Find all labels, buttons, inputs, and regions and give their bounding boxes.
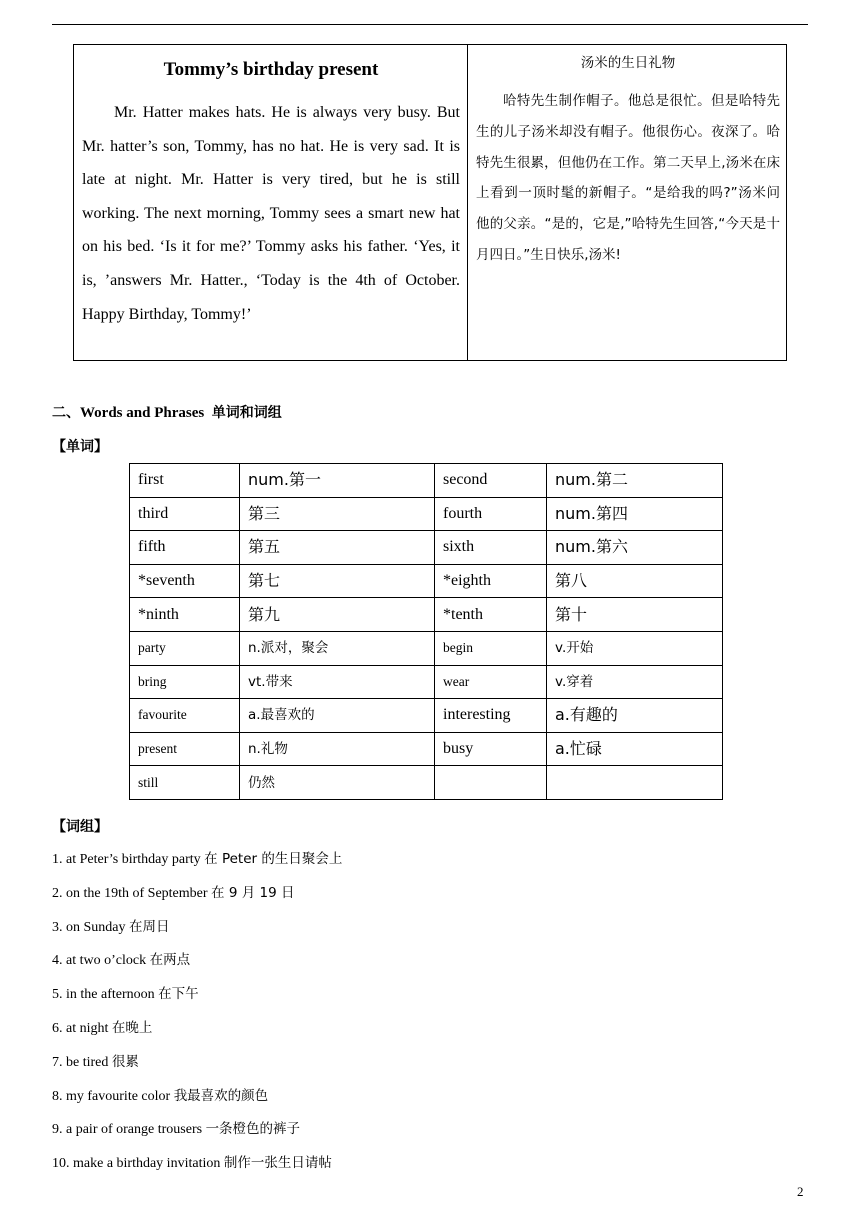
phrase-zh: 在周日 <box>129 918 170 935</box>
phrase-zh: 我最喜欢的颜色 <box>173 1087 269 1104</box>
phrase-en: 10. make a birthday invitation <box>52 1156 221 1172</box>
phrase-zh: 在下午 <box>158 986 199 1003</box>
list-item <box>52 1119 342 1153</box>
phrase-en: 4. at two o’clock <box>52 953 147 969</box>
phrase-en: 9. a pair of orange trousers <box>52 1122 203 1138</box>
meaning-cell: 第三 <box>240 497 435 531</box>
list-item <box>52 950 342 984</box>
story-table <box>73 44 787 361</box>
word-cell: still <box>130 766 240 800</box>
phrase-zh: 在 9 月 19 日 <box>211 884 295 901</box>
phrase-zh: 很累 <box>111 1053 139 1070</box>
list-item <box>52 984 342 1018</box>
english-story-body: Mr. Hatter makes hats. He is always very busy. But Mr. hatter’s son, Tommy, has no hat. He is very sad. It is late at night. Mr. Hatter is very tired, but he is still working. The next morning, Tommy sees a smart new hat on his bed. ‘Is it for me?’ Tommy asks his father. ‘Yes, it is, ’answers Mr. Hatter., ‘Today is the 4th of October. Happy Birthday, Tommy!’ <box>82 104 460 323</box>
chinese-story-cell <box>468 45 787 361</box>
table-row <box>130 699 723 733</box>
word-cell: *tenth <box>435 598 547 632</box>
meaning-cell: 第五 <box>240 531 435 565</box>
word-cell: busy <box>435 732 547 766</box>
meaning-cell: a.忙碌 <box>547 732 723 766</box>
phrase-en: 7. be tired <box>52 1054 109 1070</box>
word-cell: fourth <box>435 497 547 531</box>
section-title-en: Words and Phrases <box>80 405 205 421</box>
phrase-zh: 制作一张生日请帖 <box>223 1155 332 1172</box>
section-heading <box>52 402 282 424</box>
meaning-cell: v.开始 <box>547 631 723 665</box>
phrase-en: 8. my favourite color <box>52 1088 171 1104</box>
section-number: 二、 <box>52 405 80 421</box>
word-cell: *ninth <box>130 598 240 632</box>
phrase-en: 6. at night <box>52 1020 109 1036</box>
meaning-cell: 第九 <box>240 598 435 632</box>
meaning-cell: n.派对，聚会 <box>240 631 435 665</box>
table-row <box>130 497 723 531</box>
word-cell: first <box>130 464 240 498</box>
meaning-cell: a.最喜欢的 <box>240 699 435 733</box>
word-cell: interesting <box>435 699 547 733</box>
header-rule <box>52 24 808 25</box>
word-cell: begin <box>435 631 547 665</box>
table-row <box>130 531 723 565</box>
meaning-cell: 第八 <box>547 564 723 598</box>
chinese-story-title: 汤米的生日礼物 <box>580 55 676 71</box>
meaning-cell: num.第四 <box>547 497 723 531</box>
phrases-list <box>52 849 342 1187</box>
table-row <box>130 732 723 766</box>
page-number: 2 <box>797 1184 804 1199</box>
phrase-zh: 在晚上 <box>111 1019 153 1036</box>
word-cell: third <box>130 497 240 531</box>
table-row <box>130 464 723 498</box>
meaning-cell: 第十 <box>547 598 723 632</box>
meaning-cell: num.第二 <box>547 464 723 498</box>
meaning-cell: num.第一 <box>240 464 435 498</box>
phrase-zh: 在两点 <box>149 952 191 969</box>
words-heading: 【单词】 <box>52 439 108 455</box>
meaning-cell: n.礼物 <box>240 732 435 766</box>
table-row <box>130 598 723 632</box>
phrase-zh: 一条橙色的裤子 <box>205 1121 301 1138</box>
list-item <box>52 883 342 917</box>
list-item <box>52 917 342 951</box>
list-item <box>52 1052 342 1086</box>
table-row <box>130 564 723 598</box>
table-row <box>130 766 723 800</box>
meaning-cell: 仍然 <box>240 766 435 800</box>
word-cell: party <box>130 631 240 665</box>
list-item <box>52 1018 342 1052</box>
meaning-cell: v.穿着 <box>547 665 723 699</box>
phrases-heading: 【词组】 <box>52 819 108 835</box>
meaning-cell: a.有趣的 <box>547 699 723 733</box>
english-story-cell <box>74 45 468 361</box>
word-cell: fifth <box>130 531 240 565</box>
table-row <box>130 665 723 699</box>
meaning-cell: 第七 <box>240 564 435 598</box>
word-cell: sixth <box>435 531 547 565</box>
phrase-en: 3. on Sunday <box>52 919 126 935</box>
word-cell: wear <box>435 665 547 699</box>
phrase-en: 5. in the afternoon <box>52 987 155 1003</box>
empty-cell <box>435 766 547 800</box>
meaning-cell: num.第六 <box>547 531 723 565</box>
word-cell: *eighth <box>435 564 547 598</box>
phrase-zh: 在 Peter 的生日聚会上 <box>204 851 343 867</box>
word-cell: bring <box>130 665 240 699</box>
english-story-title: Tommy’s birthday present <box>163 59 379 80</box>
list-item <box>52 1153 342 1187</box>
word-cell: *seventh <box>130 564 240 598</box>
list-item <box>52 1086 342 1120</box>
phrase-en: 2. on the 19th of September <box>52 885 208 901</box>
section-title-zh: 单词和词组 <box>211 405 282 421</box>
table-row <box>130 631 723 665</box>
word-cell: present <box>130 732 240 766</box>
chinese-story-body: 哈特先生制作帽子。他总是很忙。但是哈特先生的儿子汤米却没有帽子。他很伤心。夜深了。哈特先生很累，但他仍在工作。第二天早上,汤米在床上看到一顶时髦的新帽子。“是给我的吗?”汤米问他的父亲。“是的，它是,”哈特先生回答,“今天是十月四日。”生日快乐,汤米! <box>476 93 780 263</box>
empty-cell <box>547 766 723 800</box>
phrase-en: 1. at Peter’s birthday party <box>52 852 201 867</box>
list-item <box>52 849 342 883</box>
word-cell: second <box>435 464 547 498</box>
meaning-cell: vt.带来 <box>240 665 435 699</box>
word-cell: favourite <box>130 699 240 733</box>
words-table <box>129 463 723 800</box>
